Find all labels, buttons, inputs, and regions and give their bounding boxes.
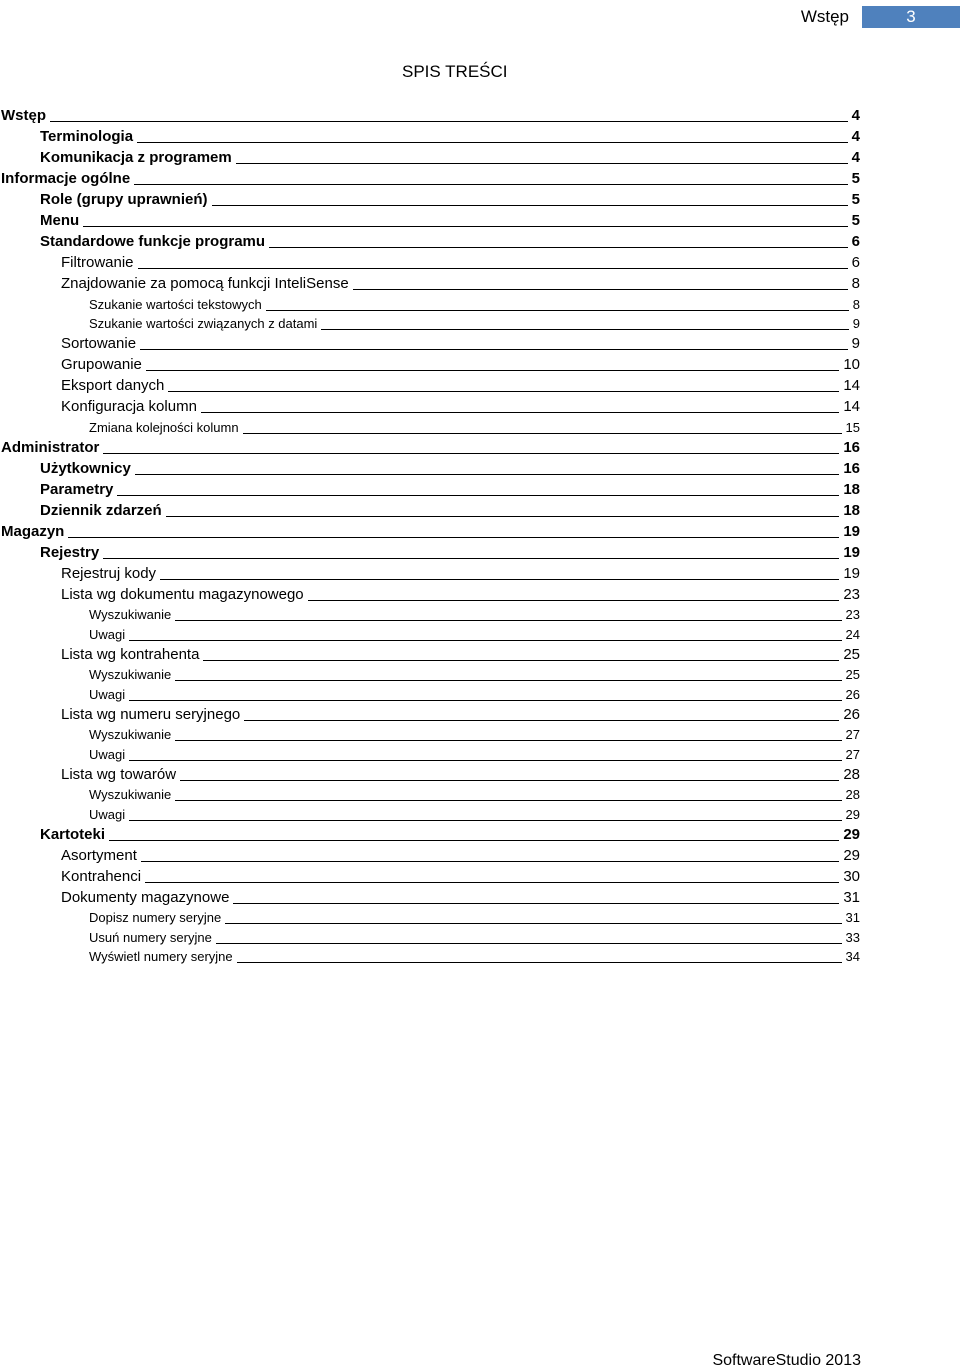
toc-entry-page: 18 bbox=[843, 501, 860, 519]
toc-leader-line bbox=[160, 579, 839, 580]
toc-entry-title: Role (grupy uprawnień) bbox=[40, 191, 208, 208]
toc-entry[interactable] bbox=[0, 644, 860, 665]
toc-leader-line bbox=[203, 660, 839, 661]
toc-entry-page: 31 bbox=[843, 888, 860, 906]
toc-entry-title: Uwagi bbox=[89, 686, 126, 702]
toc-entry[interactable] bbox=[0, 824, 860, 845]
toc-entry-page: 19 bbox=[843, 543, 860, 561]
toc-entry-title: Dziennik zdarzeń bbox=[40, 501, 162, 519]
toc-entry-title: Konfiguracja kolumn bbox=[61, 398, 197, 415]
toc-entry[interactable] bbox=[0, 542, 860, 563]
toc-entry-page: 16 bbox=[843, 438, 860, 456]
toc-entry[interactable] bbox=[0, 908, 860, 928]
header-section-title: Wstęp bbox=[800, 7, 849, 26]
toc-entry-title: Eksport danych bbox=[61, 377, 165, 394]
toc-leader-line bbox=[266, 310, 849, 311]
toc-entry-title: Grupowanie bbox=[61, 356, 142, 373]
toc-leader-line bbox=[175, 620, 841, 621]
toc-entry-title: Lista wg dokumentu magazynowego bbox=[61, 585, 304, 603]
toc-entry[interactable] bbox=[0, 744, 860, 764]
toc-leader-line bbox=[243, 433, 842, 434]
toc-leader-line bbox=[103, 558, 839, 559]
toc-entry[interactable] bbox=[0, 458, 860, 479]
toc-entry-page: 29 bbox=[845, 806, 860, 822]
toc-entry-page: 4 bbox=[851, 149, 860, 166]
toc-entry-title: Szukanie wartości tekstowych bbox=[89, 296, 262, 312]
toc-entry-page: 25 bbox=[843, 645, 860, 663]
toc-entry-title: Dopisz numery seryjne bbox=[89, 910, 222, 925]
toc-entry-title: Komunikacja z programem bbox=[40, 149, 232, 166]
toc-entry-page: 28 bbox=[845, 787, 860, 802]
toc-entry-page: 27 bbox=[845, 746, 860, 762]
toc-entry-title: Rejestry bbox=[40, 543, 100, 561]
toc-entry-title: Kartoteki bbox=[40, 825, 106, 843]
toc-entry[interactable] bbox=[0, 764, 860, 785]
toc-entry[interactable] bbox=[0, 354, 860, 375]
toc-leader-line bbox=[109, 840, 839, 841]
toc-leader-line bbox=[129, 820, 841, 821]
toc-entry[interactable] bbox=[0, 845, 860, 866]
toc-entry[interactable] bbox=[0, 479, 860, 500]
toc-leader-line bbox=[137, 142, 848, 143]
toc-entry-page: 15 bbox=[845, 419, 860, 435]
toc-entry-page: 34 bbox=[845, 949, 860, 964]
toc-entry[interactable] bbox=[0, 500, 860, 521]
toc-entry[interactable] bbox=[0, 605, 860, 625]
toc-entry-page: 4 bbox=[851, 128, 860, 145]
toc-entry[interactable] bbox=[0, 624, 860, 644]
toc-leader-line bbox=[216, 943, 842, 944]
toc-entry-title: Magazyn bbox=[1, 522, 65, 540]
toc-entry[interactable] bbox=[0, 887, 860, 908]
toc-leader-line bbox=[201, 412, 839, 413]
toc-leader-line bbox=[141, 861, 839, 862]
toc-entry-page: 33 bbox=[845, 929, 860, 945]
toc-entry[interactable] bbox=[0, 168, 860, 189]
toc-entry-page: 31 bbox=[845, 910, 860, 925]
toc-entry-title: Lista wg numeru seryjnego bbox=[61, 705, 241, 723]
toc-entry[interactable] bbox=[0, 947, 860, 967]
toc-entry-title: Wstęp bbox=[1, 107, 46, 124]
toc-leader-line bbox=[212, 205, 848, 206]
toc-leader-line bbox=[68, 537, 839, 538]
toc-entry[interactable] bbox=[0, 189, 860, 210]
toc-leader-line bbox=[117, 495, 839, 496]
toc-entry[interactable] bbox=[0, 563, 860, 584]
toc-entry-page: 25 bbox=[845, 667, 860, 682]
toc-entry-title: Kontrahenci bbox=[61, 867, 142, 885]
toc-entry[interactable] bbox=[0, 231, 860, 252]
toc-entry-title: Wyszukiwanie bbox=[89, 607, 172, 622]
header-page-number: 3 bbox=[862, 6, 960, 28]
toc-leader-line bbox=[175, 800, 841, 801]
toc-entry[interactable] bbox=[0, 294, 860, 314]
toc-entry-page: 14 bbox=[843, 377, 860, 394]
toc-entry-page: 30 bbox=[843, 867, 860, 885]
toc-leader-line bbox=[180, 780, 839, 781]
toc-entry-title: Uwagi bbox=[89, 626, 126, 642]
toc-entry-page: 28 bbox=[843, 765, 860, 783]
toc-entry-title: Wyszukiwanie bbox=[89, 667, 172, 682]
toc-entry-title: Dokumenty magazynowe bbox=[61, 888, 230, 906]
toc-entry-title: Wyszukiwanie bbox=[89, 787, 172, 802]
toc-leader-line bbox=[145, 882, 839, 883]
toc-title: SPIS TREŚCI bbox=[402, 62, 508, 81]
toc-entry-title: Administrator bbox=[1, 438, 100, 456]
toc-leader-line bbox=[129, 760, 841, 761]
toc-entry-title: Rejestruj kody bbox=[61, 564, 157, 582]
toc-entry-page: 5 bbox=[851, 212, 860, 229]
toc-entry-title: Uwagi bbox=[89, 806, 126, 822]
toc-entry[interactable] bbox=[0, 396, 860, 417]
toc-leader-line bbox=[308, 600, 840, 601]
toc-entry[interactable] bbox=[0, 684, 860, 704]
toc-entry-page: 4 bbox=[851, 107, 860, 124]
toc-entry-page: 16 bbox=[843, 459, 860, 477]
toc-entry-title: Zmiana kolejności kolumn bbox=[89, 419, 239, 435]
toc-entry-title: Znajdowanie za pomocą funkcji InteliSense bbox=[61, 275, 349, 292]
toc-leader-line bbox=[269, 247, 848, 248]
toc-entry-page: 24 bbox=[845, 626, 860, 642]
toc-entry[interactable] bbox=[0, 521, 860, 542]
toc-leader-line bbox=[134, 184, 847, 185]
toc-leader-line bbox=[140, 349, 848, 350]
toc-entry-page: 10 bbox=[843, 356, 860, 373]
toc-entry[interactable] bbox=[0, 437, 860, 458]
toc-entry-title: Parametry bbox=[40, 480, 114, 498]
toc-entry-page: 27 bbox=[845, 727, 860, 742]
toc-entry-page: 6 bbox=[851, 254, 860, 271]
toc-entry[interactable] bbox=[0, 126, 860, 147]
toc-leader-line bbox=[129, 640, 841, 641]
toc-entry[interactable] bbox=[0, 785, 860, 805]
toc-entry-page: 8 bbox=[852, 296, 860, 312]
toc-entry-title: Terminologia bbox=[40, 128, 134, 145]
toc-entry[interactable] bbox=[0, 333, 860, 354]
toc-leader-line bbox=[138, 268, 848, 269]
toc-entry[interactable] bbox=[0, 704, 860, 725]
toc-leader-line bbox=[233, 903, 839, 904]
toc-entry[interactable] bbox=[0, 147, 860, 168]
toc-entry-page: 5 bbox=[851, 191, 860, 208]
toc-entry-title: Wyszukiwanie bbox=[89, 727, 172, 742]
toc-leader-line bbox=[244, 720, 839, 721]
toc-entry-page: 9 bbox=[852, 316, 860, 331]
toc-leader-line bbox=[146, 370, 839, 371]
toc-entry-page: 14 bbox=[843, 398, 860, 415]
toc-entry[interactable] bbox=[0, 725, 860, 745]
toc-leader-line bbox=[83, 226, 847, 227]
toc-entry[interactable] bbox=[0, 375, 860, 396]
toc-leader-line bbox=[236, 163, 848, 164]
toc-entry-page: 8 bbox=[851, 275, 860, 292]
toc-entry-title: Standardowe funkcje programu bbox=[40, 233, 266, 250]
toc-entry-title: Uwagi bbox=[89, 746, 126, 762]
toc-entry-page: 18 bbox=[843, 480, 860, 498]
toc-entry[interactable] bbox=[0, 866, 860, 887]
toc-entry-title: Wyświetl numery seryjne bbox=[89, 949, 233, 964]
toc-entry-title: Usuń numery seryjne bbox=[89, 929, 212, 945]
toc-entry-page: 6 bbox=[851, 233, 860, 250]
toc-entry[interactable] bbox=[0, 210, 860, 231]
toc-entry[interactable] bbox=[0, 273, 860, 294]
toc-leader-line bbox=[321, 329, 848, 330]
toc-leader-line bbox=[50, 121, 848, 122]
toc-entry-page: 29 bbox=[843, 825, 860, 843]
toc-entry-page: 23 bbox=[845, 607, 860, 622]
table-of-contents bbox=[0, 105, 862, 966]
toc-leader-line bbox=[353, 289, 848, 290]
toc-entry-title: Lista wg towarów bbox=[61, 765, 177, 783]
toc-leader-line bbox=[225, 923, 841, 924]
toc-entry-page: 23 bbox=[843, 585, 860, 603]
toc-entry[interactable] bbox=[0, 105, 860, 126]
toc-entry-title: Asortyment bbox=[61, 846, 137, 864]
toc-entry-page: 26 bbox=[845, 686, 860, 702]
toc-entry-page: 9 bbox=[851, 335, 860, 352]
toc-entry-title: Lista wg kontrahenta bbox=[61, 645, 200, 663]
toc-entry-title: Informacje ogólne bbox=[1, 170, 131, 187]
toc-entry-page: 19 bbox=[843, 564, 860, 582]
toc-entry[interactable] bbox=[0, 927, 860, 947]
toc-entry-title: Użytkownicy bbox=[40, 459, 131, 477]
toc-entry-page: 5 bbox=[851, 170, 860, 187]
toc-entry-page: 19 bbox=[843, 522, 860, 540]
toc-entry[interactable] bbox=[0, 252, 860, 273]
toc-entry-title: Filtrowanie bbox=[61, 254, 134, 271]
toc-entry[interactable] bbox=[0, 584, 860, 605]
toc-leader-line bbox=[175, 740, 841, 741]
toc-leader-line bbox=[166, 516, 840, 517]
toc-entry-page: 29 bbox=[843, 846, 860, 864]
toc-leader-line bbox=[103, 453, 839, 454]
toc-leader-line bbox=[129, 700, 841, 701]
toc-entry[interactable] bbox=[0, 665, 860, 685]
toc-leader-line bbox=[237, 962, 842, 963]
toc-entry-page: 26 bbox=[843, 705, 860, 723]
toc-entry[interactable] bbox=[0, 804, 860, 824]
toc-entry-title: Menu bbox=[40, 212, 80, 229]
toc-entry-title: Sortowanie bbox=[61, 335, 137, 352]
toc-entry-title: Szukanie wartości związanych z datami bbox=[89, 316, 318, 331]
toc-entry[interactable] bbox=[0, 314, 860, 334]
footer-text: SoftwareStudio 2013 bbox=[712, 1352, 861, 1369]
toc-leader-line bbox=[168, 391, 839, 392]
toc-leader-line bbox=[135, 474, 839, 475]
toc-entry[interactable] bbox=[0, 417, 860, 437]
toc-leader-line bbox=[175, 680, 841, 681]
